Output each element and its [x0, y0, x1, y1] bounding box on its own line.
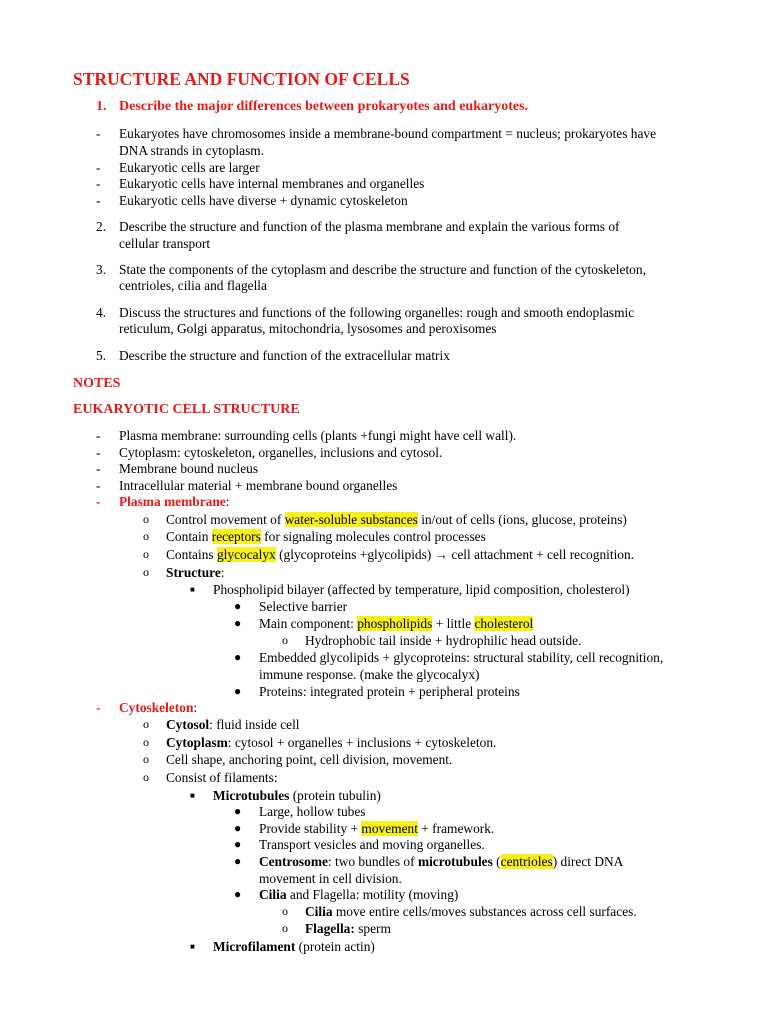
page-title: STRUCTURE AND FUNCTION OF CELLS [73, 69, 410, 89]
objective-text: Discuss the structures and functions of the following organelles: rough and smooth endoplasmic [119, 305, 635, 320]
list-item: Selective barrier [259, 599, 348, 614]
bold-term: microtubules [417, 854, 493, 869]
list-item: Transport vesicles and moving organelles. [259, 837, 485, 852]
list-item [166, 511, 627, 528]
list-item: Eukaryotic cells have diverse + dynamic cytoskeleton [119, 193, 408, 208]
circle-marker: o [282, 633, 288, 647]
cytoskeleton-heading: Cytoskeleton: [119, 700, 198, 715]
bold-term: Cilia [259, 887, 287, 902]
dash-marker: - [96, 428, 101, 443]
list-item [259, 853, 623, 870]
list-item: Structure: [166, 565, 225, 580]
dash-marker: - [96, 176, 101, 191]
list-item [213, 787, 381, 804]
text-run: : fluid inside cell [209, 717, 300, 732]
list-item-continued: DNA strands in cytoplasm. [119, 143, 265, 158]
dash-marker: - [96, 494, 101, 509]
bullet-marker: ● [234, 684, 242, 698]
text-run: and Flagella: motility (moving) [286, 887, 459, 902]
list-item [259, 615, 533, 632]
notes-heading: NOTES [73, 376, 121, 391]
list-item: Large, hollow tubes [259, 804, 366, 819]
text-run: Contain [166, 529, 212, 544]
list-item [166, 546, 634, 563]
objective-text-continued: reticulum, Golgi apparatus, mitochondria, lysosomes and peroxisomes [119, 321, 497, 336]
objective-text-continued: cellular transport [119, 236, 211, 251]
text-run: Contains [166, 547, 217, 562]
dash-marker: - [96, 160, 101, 175]
objective-text: State the components of the cytoplasm and describe the structure and function of the cytoskeleton, [119, 262, 646, 277]
list-item: Membrane bound nucleus [119, 461, 259, 476]
list-item [259, 820, 494, 837]
objective-number: 4. [96, 305, 107, 320]
list-item: Embedded glycolipids + glycoproteins: structural stability, cell recognition, [259, 650, 664, 665]
bullet-marker: ● [234, 837, 242, 851]
bullet-marker: ● [234, 887, 242, 901]
plasma-membrane-heading: Plasma membrane: [119, 494, 230, 509]
section-heading: EUKARYOTIC CELL STRUCTURE [73, 402, 300, 417]
bold-term: Cytoplasm [166, 735, 228, 750]
circle-marker: o [282, 921, 288, 935]
list-item: Eukaryotes have chromosomes inside a membrane-bound compartment = nucleus; prokaryotes have [119, 126, 657, 141]
square-marker: ■ [190, 942, 195, 951]
bold-term: Centrosome [259, 854, 328, 869]
text-run: + framework. [417, 821, 495, 836]
square-marker: ■ [190, 585, 195, 594]
text-run: (protein tubulin) [289, 788, 381, 803]
text-run: (glycoproteins +glycolipids) → cell attachment + cell recognition. [275, 547, 635, 562]
list-item [166, 528, 486, 545]
dash-marker: - [96, 126, 101, 141]
text-run: ( [492, 854, 501, 869]
circle-marker: o [143, 565, 149, 579]
text-run: + little [432, 616, 475, 631]
circle-marker: o [143, 735, 149, 749]
bold-term: Microtubules [213, 788, 290, 803]
bold-term: Flagella: [305, 921, 355, 936]
list-item: Eukaryotic cells have internal membranes and organelles [119, 176, 425, 191]
circle-marker: o [143, 512, 149, 526]
bold-term: Cytosol [166, 717, 210, 732]
highlighted-term: cholesterol [474, 616, 534, 631]
list-item [166, 716, 300, 733]
circle-marker: o [143, 770, 149, 784]
circle-marker: o [143, 547, 149, 561]
list-item: Phospholipid bilayer (affected by temperature, lipid composition, cholesterol) [213, 582, 630, 597]
cytoskeleton-label: Cytoskeleton [119, 700, 194, 715]
objective-number: 3. [96, 262, 107, 277]
list-item [259, 886, 458, 903]
bullet-marker: ● [234, 599, 242, 613]
dash-marker: - [96, 700, 101, 715]
text-run: in/out of cells (ions, glucose, proteins) [417, 512, 627, 527]
list-item: Consist of filaments: [166, 770, 278, 785]
list-item [305, 903, 637, 920]
dash-marker: - [96, 478, 101, 493]
objective-text: Describe the structure and function of the extracellular matrix [119, 348, 450, 363]
highlighted-term: receptors [211, 529, 261, 544]
list-item: Hydrophobic tail inside + hydrophilic head outside. [305, 633, 582, 648]
list-item: Plasma membrane: surrounding cells (plants +fungi might have cell wall). [119, 428, 517, 443]
bullet-marker: ● [234, 650, 242, 664]
objective-text: Describe the structure and function of the plasma membrane and explain the various forms of [119, 219, 620, 234]
text-run: for signaling molecules control processes [260, 529, 486, 544]
circle-marker: o [282, 904, 288, 918]
circle-marker: o [143, 529, 149, 543]
bullet-marker: ● [234, 616, 242, 630]
plasma-membrane-label: Plasma membrane [119, 494, 226, 509]
objective-number: 2. [96, 219, 107, 234]
bullet-marker: ● [234, 804, 242, 818]
list-item: Intracellular material + membrane bound organelles [119, 478, 398, 493]
list-item-continued: immune response. (make the glycocalyx) [259, 667, 480, 682]
square-marker: ■ [190, 791, 195, 800]
bold-term: Microfilament [213, 939, 296, 954]
list-item [213, 938, 375, 955]
text-run: (protein actin) [295, 939, 375, 954]
circle-marker: o [143, 752, 149, 766]
list-item [166, 734, 496, 751]
highlighted-term: centrioles [500, 854, 553, 869]
bold-term: Cilia [305, 904, 333, 919]
text-run: sperm [354, 921, 391, 936]
objective-text-continued: centrioles, cilia and flagella [119, 278, 267, 293]
highlighted-term: water-soluble substances [284, 512, 418, 527]
text-run: Provide stability + [259, 821, 362, 836]
text-run: : two bundles of [327, 854, 418, 869]
dash-marker: - [96, 445, 101, 460]
list-item: Cytoplasm: cytoskeleton, organelles, inclusions and cytosol. [119, 445, 443, 460]
list-item: Eukaryotic cells are larger [119, 160, 260, 175]
text-run: : cytosol + organelles + inclusions + cytoskeleton. [227, 735, 497, 750]
list-item: Proteins: integrated protein + peripheral proteins [259, 684, 520, 699]
list-item [305, 920, 391, 937]
bullet-marker: ● [234, 854, 242, 868]
objective-number: 1. [96, 99, 107, 114]
objective-text: Describe the major differences between prokaryotes and eukaryotes. [119, 99, 529, 114]
objective-number: 5. [96, 348, 107, 363]
circle-marker: o [143, 717, 149, 731]
text-run: move entire cells/moves substances across cell surfaces. [332, 904, 637, 919]
text-run: Control movement of [166, 512, 285, 527]
bold-term: Structure [166, 565, 221, 580]
dash-marker: - [96, 193, 101, 208]
highlighted-term: movement [361, 821, 418, 836]
text-run: Main component: [259, 616, 358, 631]
list-item-continued: movement in cell division. [259, 871, 402, 886]
dash-marker: - [96, 461, 101, 476]
text-run: ) direct DNA [552, 854, 624, 869]
highlighted-term: phospholipids [357, 616, 433, 631]
bullet-marker: ● [234, 821, 242, 835]
list-item: Cell shape, anchoring point, cell division, movement. [166, 752, 453, 767]
highlighted-term: glycocalyx [216, 547, 276, 562]
